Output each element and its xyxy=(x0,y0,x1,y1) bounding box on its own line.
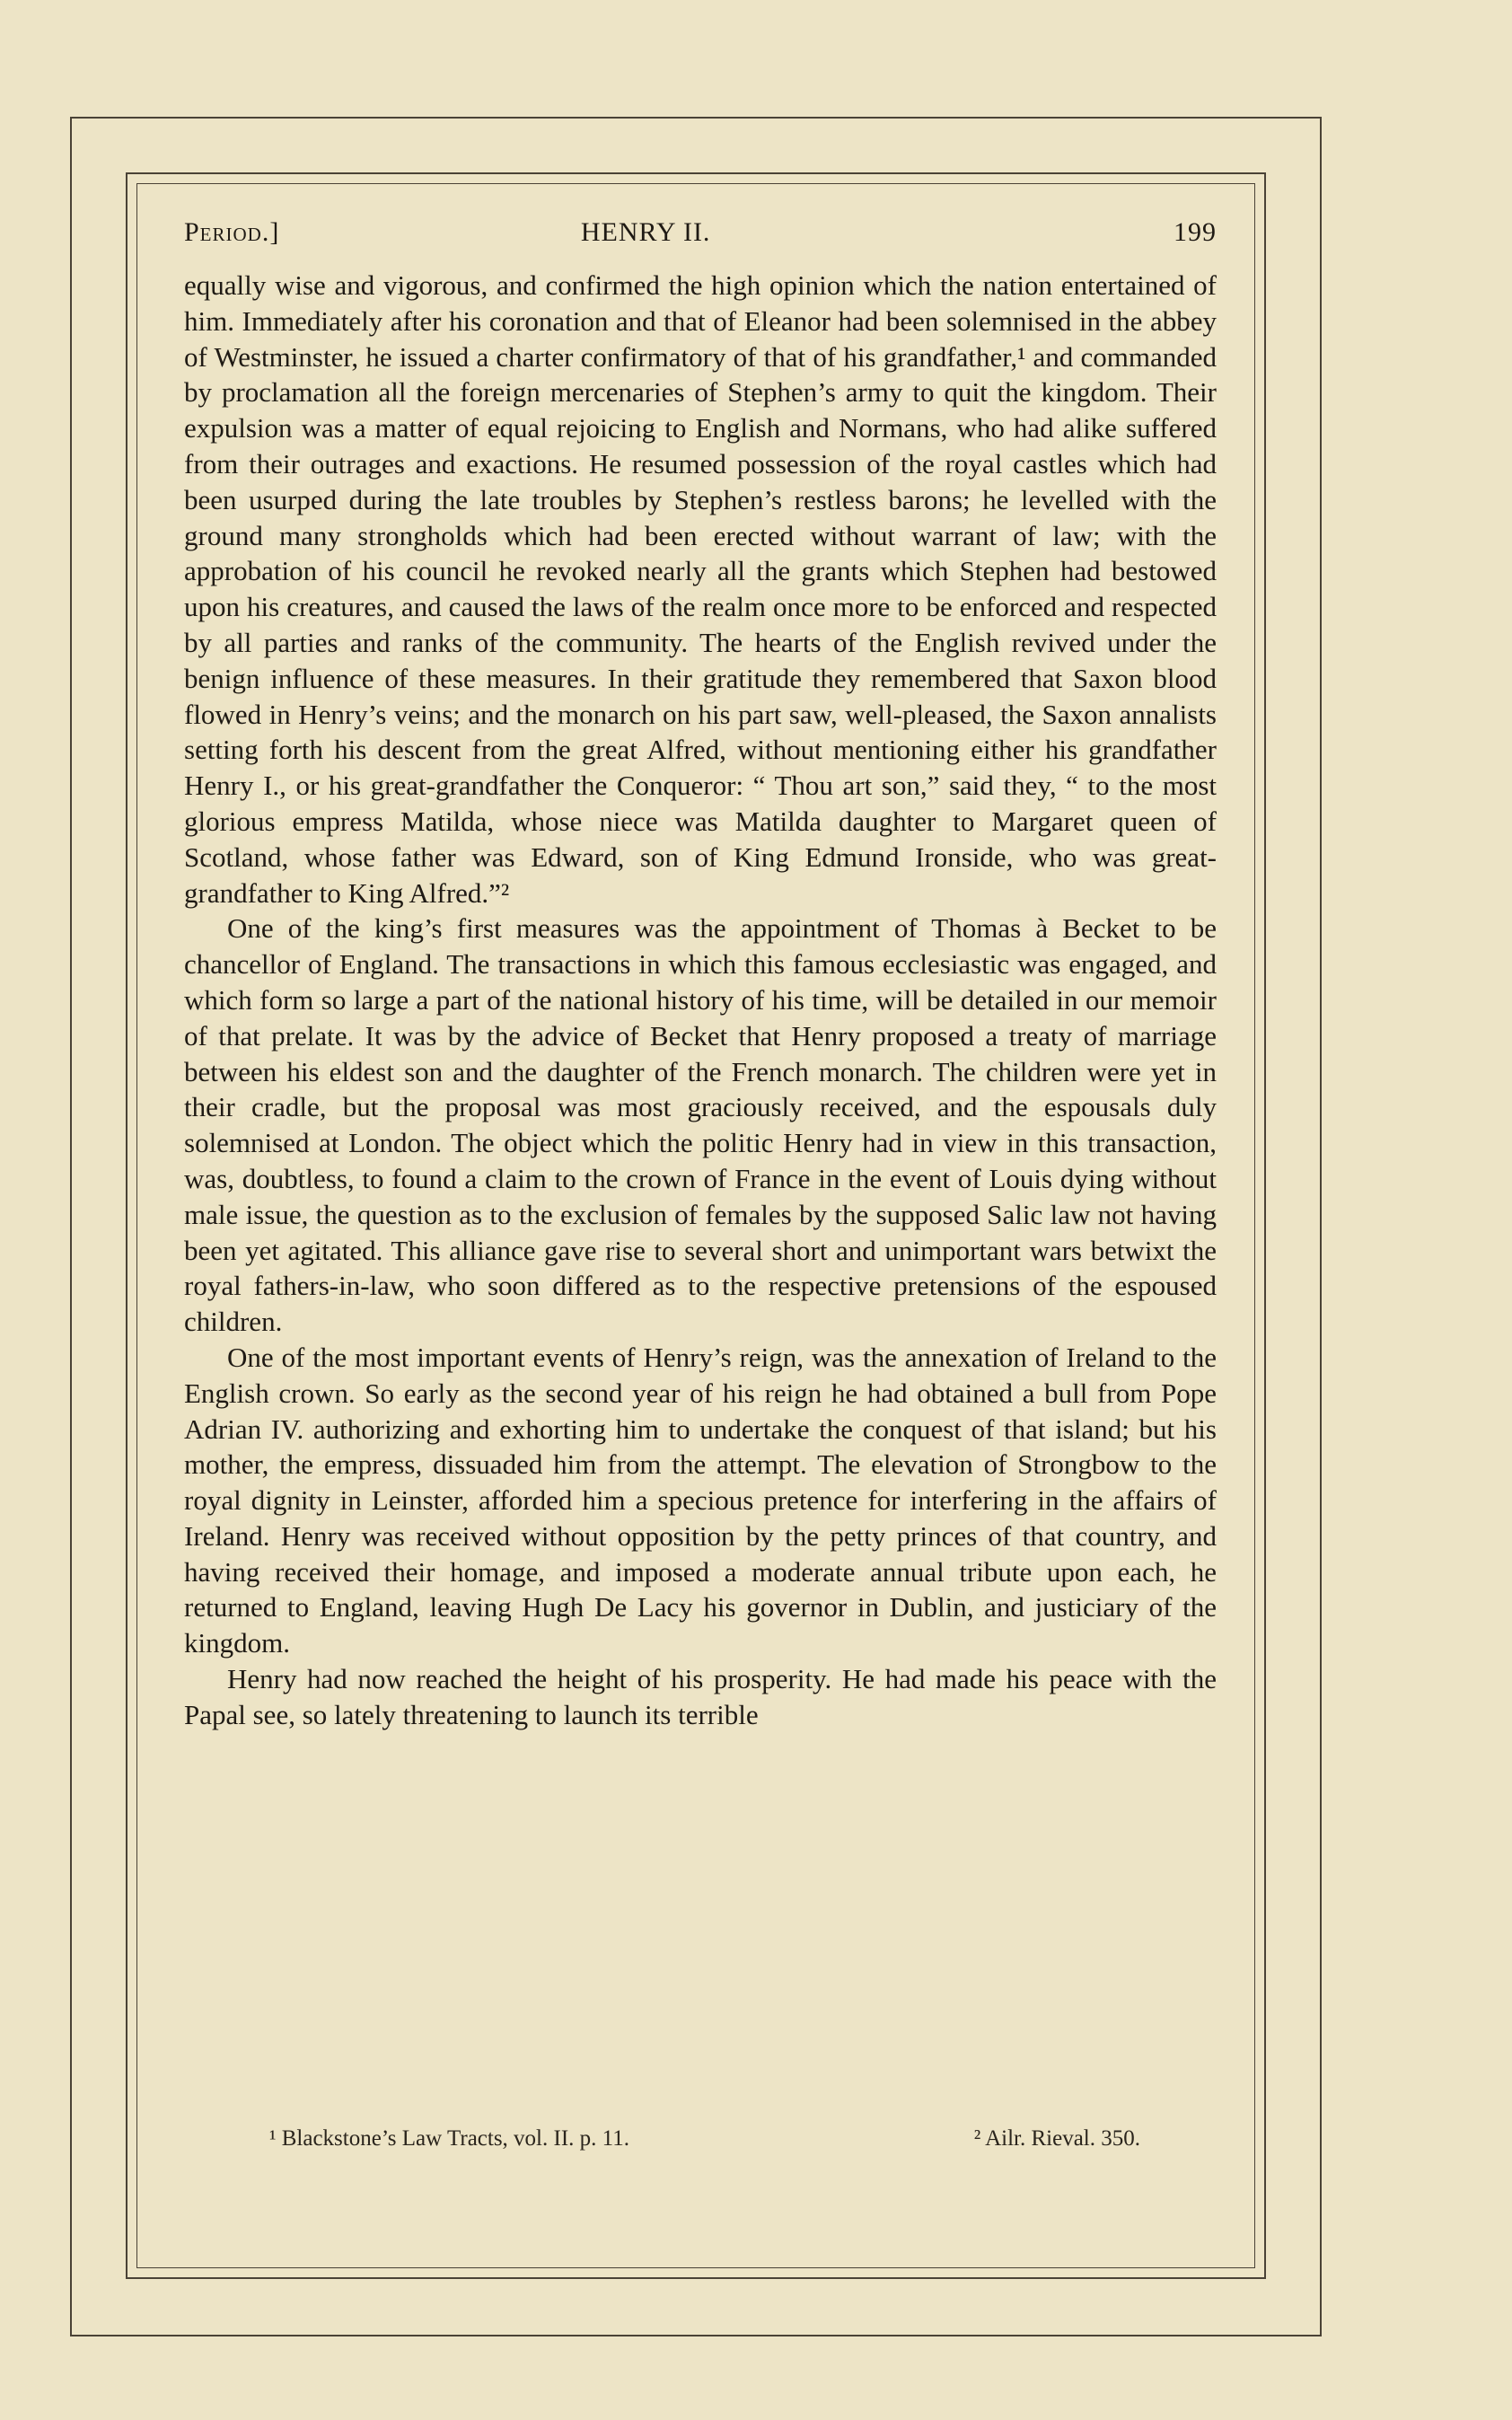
footnote-1: ¹ Blackstone’s Law Tracts, vol. II. p. 11. xyxy=(269,2126,629,2151)
paragraph-1: equally wise and vigorous, and confirmed the high opinion which the nation entertained of him. Immediately after his coronation and that of Eleanor had been solemnised in the abbey of Westminster, he issued a charter confirmatory of that of his grandfather,¹ and commanded by proclamation all the foreign mercenaries of Stephen’s army to quit the kingdom. Their expulsion was a matter of equal rejoicing to English and Normans, who had alike suffered from their outrages and exactions. He resumed possession of the royal castles which had been usurped during the late troubles by Stephen’s restless barons; he levelled with the ground many strongholds which had been erected without warrant of law; with the approbation of his council he revoked nearly all the grants which Stephen had bestowed upon his creatures, and caused the laws of the realm once more to be enforced and respected by all parties and ranks of the community. The hearts of the English revived under the benign influence of these measures. In their gratitude they remembered that Saxon blood flowed in Henry’s veins; and the monarch on his part saw, well-pleased, the Saxon annalists setting forth his descent from the great Alfred, without mentioning either his grandfather Henry I., or his great-grandfather the Conqueror: “ Thou art son,” said they, “ to the most glorious empress Matilda, whose niece was Matilda daughter to Margaret queen of Scotland, whose father was Edward, son of King Edmund Ironside, who was great-grandfather to King Alfred.”² xyxy=(184,269,1217,909)
page-number: 199 xyxy=(1173,217,1217,247)
paragraph-2: One of the king’s first measures was the appointment of Thomas à Becket to be chancellor of England. The transactions in which this famous ecclesiastic was engaged, and which form so large a part of the national history of his time, will be detailed in our memoir of that prelate. It was by the advice of Becket that Henry proposed a treaty of marriage between his eldest son and the daughter of the French monarch. The children were yet in their cradle, but the proposal was most graciously received, and the espousals duly solemnised at London. The object which the politic Henry had in view in this transaction, was, doubtless, to found a claim to the crown of France in the event of Louis dying without male issue, the question as to the exclusion of females by the supposed Salic law not having been yet agitated. This alliance gave rise to several short and unimportant wars betwixt the royal fathers-in-law, who soon differed as to the respective pretensions of the espoused children. xyxy=(184,912,1217,1338)
paragraph-3: One of the most important events of Henry’s reign, was the annexation of Ireland to the English crown. So early as the second year of his reign he had obtained a bull from Pope Adrian IV. authorizing and exhorting him to undertake the conquest of that island; but his mother, the empress, dissuaded him from the attempt. The elevation of Strongbow to the royal dignity in Leinster, afforded him a specious pretence for interfering in the affairs of Ireland. Henry was received without opposition by the petty princes of that country, and having received their homage, and imposed a moderate annual tribute upon each, he returned to England, leaving Hugh De Lacy his governor in Dublin, and justiciary of the kingdom. xyxy=(184,1341,1217,1659)
book-page xyxy=(184,217,1217,1733)
chapter-title: HENRY II. xyxy=(580,217,711,247)
body-text xyxy=(184,268,1217,1733)
footnotes xyxy=(269,2126,1140,2152)
page-header xyxy=(184,217,1217,248)
footnote-2: ² Ailr. Rieval. 350. xyxy=(973,2126,1140,2151)
running-head: Period.] xyxy=(184,217,280,247)
paragraph-4: Henry had now reached the height of his prosperity. He had made his peace with the Papal see, so lately threatening to launch its terrible xyxy=(184,1663,1217,1730)
